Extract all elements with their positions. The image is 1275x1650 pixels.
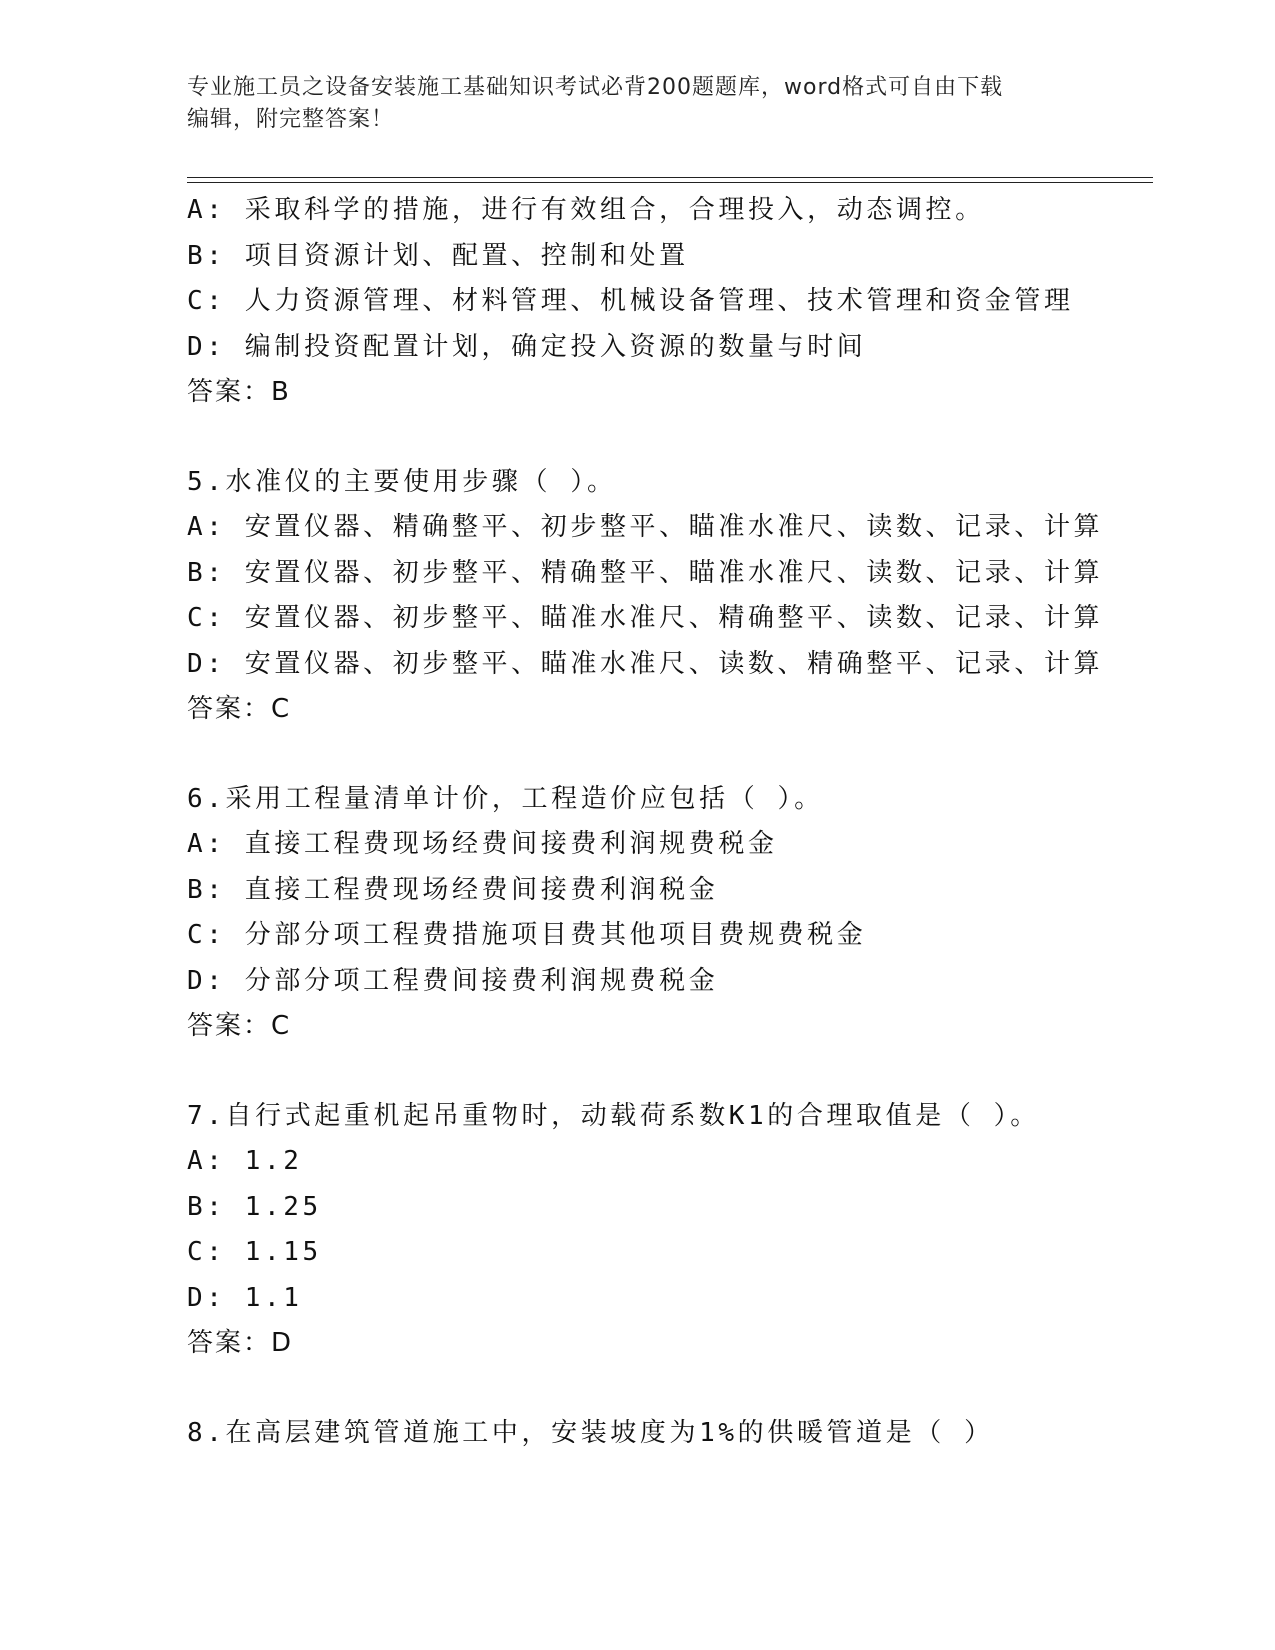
- answer-label: 答案：D: [187, 1328, 294, 1358]
- answer-label: 答案：C: [187, 1011, 292, 1041]
- option-d: D: 安置仪器、初步整平、瞄准水准尺、读数、精确整平、记录、计算: [187, 648, 1104, 679]
- option-b: B: 1.25: [187, 1191, 322, 1222]
- question-6-block: [187, 777, 1147, 1050]
- spacer: [187, 416, 1147, 460]
- header-divider-top: [187, 177, 1153, 178]
- option-b: B: 项目资源计划、配置、控制和处置: [187, 240, 689, 271]
- option-c: C: 1.15: [187, 1237, 322, 1267]
- question-8-block: [187, 1411, 1147, 1457]
- question-7-block: [187, 1094, 1147, 1367]
- option-b: B: 安置仪器、初步整平、精确整平、瞄准水准尺、读数、记录、计算: [187, 557, 1104, 588]
- option-c: C: 分部分项工程费措施项目费其他项目费规费税金: [187, 920, 867, 950]
- question-text: 8.在高层建筑管道施工中，安装坡度为1%的供暖管道是（ ）: [187, 1417, 994, 1448]
- spacer: [187, 733, 1147, 777]
- option-c: C: 安置仪器、初步整平、瞄准水准尺、精确整平、读数、记录、计算: [187, 603, 1104, 633]
- header-title-line-2: 编辑，附完整答案！: [187, 107, 395, 132]
- answer-label: 答案：C: [187, 694, 292, 724]
- question-4-block: [187, 188, 1147, 416]
- option-a: A: 采取科学的措施，进行有效组合，合理投入，动态调控。: [187, 195, 985, 225]
- option-d: D: 分部分项工程费间接费利润规费税金: [187, 965, 719, 996]
- question-text: 7.自行式起重机起吊重物时，动载荷系数K1的合理取值是（ ）。: [187, 1100, 1040, 1131]
- option-b: B: 直接工程费现场经费间接费利润税金: [187, 874, 719, 905]
- spacer: [187, 1367, 1147, 1411]
- question-text: 6.采用工程量清单计价，工程造价应包括（ ）。: [187, 783, 824, 814]
- question-5-block: [187, 460, 1147, 733]
- option-d: D: 1.1: [187, 1282, 303, 1313]
- question-list: [187, 188, 1147, 1456]
- document-header: [187, 72, 1087, 136]
- option-a: A: 1.2: [187, 1146, 303, 1176]
- header-divider-bottom: [187, 182, 1153, 183]
- header-title-line-1: 专业施工员之设备安装施工基础知识考试必背200题题库，word格式可自由下载: [187, 75, 1004, 100]
- answer-label: 答案：B: [187, 377, 291, 407]
- spacer: [187, 1050, 1147, 1094]
- question-text: 5.水准仪的主要使用步骤（ ）。: [187, 466, 617, 497]
- option-a: A: 安置仪器、精确整平、初步整平、瞄准水准尺、读数、记录、计算: [187, 512, 1104, 542]
- option-a: A: 直接工程费现场经费间接费利润规费税金: [187, 829, 778, 859]
- option-d: D: 编制投资配置计划，确定投入资源的数量与时间: [187, 331, 867, 362]
- option-c: C: 人力资源管理、材料管理、机械设备管理、技术管理和资金管理: [187, 286, 1074, 316]
